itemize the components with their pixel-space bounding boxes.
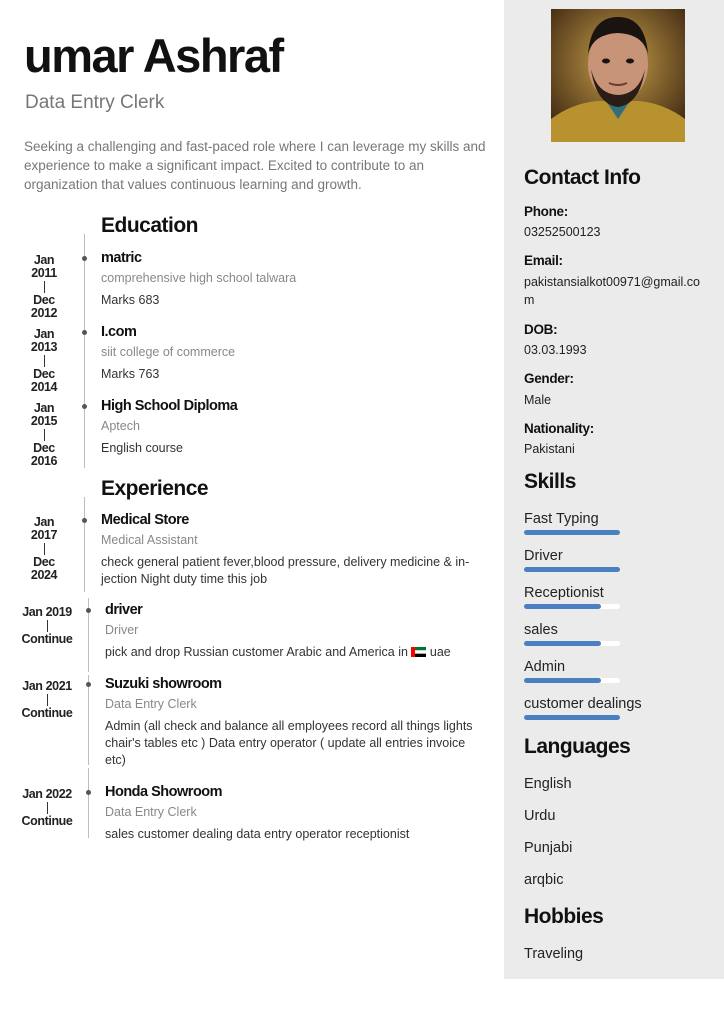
entry-title: High School Diploma xyxy=(101,398,238,414)
contact-heading: Contact Info xyxy=(524,166,641,189)
entry-detail: check general patient fever,blood pressure, delivery medicine & in-jection Night duty time this job xyxy=(101,555,470,586)
skill-item xyxy=(524,548,664,572)
email-value: pakistansialkot00971@gmail.com xyxy=(524,275,700,307)
skill-name: Receptionist xyxy=(524,585,604,601)
experience-entry xyxy=(105,676,480,769)
entry-title: Suzuki showroom xyxy=(105,676,222,692)
skill-item xyxy=(524,659,664,683)
skill-bar-fill xyxy=(524,530,620,535)
entry-title: Honda Showroom xyxy=(105,784,223,800)
experience-date-4: Jan 2022 Continue xyxy=(21,787,73,828)
education-entry xyxy=(101,250,481,309)
education-entry xyxy=(101,324,481,383)
email-label: Email: xyxy=(524,253,563,268)
language-item: arqbic xyxy=(524,872,564,888)
education-date-2: Jan 2013 Dec 2014 xyxy=(30,327,58,394)
skill-bar xyxy=(524,715,620,720)
entry-detail: Marks 683 xyxy=(101,293,160,307)
experience-date-1: Jan 2017 Dec 2024 xyxy=(30,515,58,582)
skill-item xyxy=(524,511,664,535)
timeline-dot xyxy=(82,404,87,409)
skill-bar xyxy=(524,678,620,683)
skill-bar xyxy=(524,604,620,609)
candidate-name: umar Ashraf xyxy=(24,29,283,82)
entry-subtitle: Aptech xyxy=(101,419,140,433)
hobby-item: Traveling xyxy=(524,946,584,962)
skill-name: customer dealings xyxy=(524,696,642,712)
experience-timeline-line xyxy=(88,768,89,838)
entry-subtitle: Driver xyxy=(105,623,139,637)
timeline-dot xyxy=(86,790,91,795)
skill-bar xyxy=(524,641,620,646)
entry-detail: Marks 763 xyxy=(101,367,160,381)
skill-bar xyxy=(524,567,620,572)
entry-title: matric xyxy=(101,250,142,266)
entry-detail: sales customer dealing data entry operator receptionist xyxy=(105,827,410,841)
experience-entry xyxy=(105,784,485,843)
skill-item xyxy=(524,622,664,646)
skill-bar-fill xyxy=(524,567,620,572)
uae-flag-icon xyxy=(411,645,426,655)
dob-label: DOB: xyxy=(524,322,558,337)
entry-subtitle: Data Entry Clerk xyxy=(105,697,197,711)
experience-timeline-line xyxy=(84,497,85,592)
skill-name: Admin xyxy=(524,659,566,675)
experience-date-2: Jan 2019 Continue xyxy=(21,605,73,646)
education-entry xyxy=(101,398,481,457)
skill-bar-fill xyxy=(524,604,601,609)
profile-summary: Seeking a challenging and fast-paced role where I can leverage my skills and experience to make a significant impact. Excited to contribute to an organization that values continuous learning and growth. xyxy=(24,139,486,192)
timeline-dot xyxy=(82,256,87,261)
skill-name: Driver xyxy=(524,548,563,564)
language-item: English xyxy=(524,776,572,792)
profile-photo xyxy=(551,9,685,142)
skill-bar-fill xyxy=(524,715,620,720)
timeline-dot xyxy=(86,682,91,687)
skill-bar-fill xyxy=(524,641,601,646)
entry-title: Medical Store xyxy=(101,512,189,528)
education-date-3: Jan 2015 Dec 2016 xyxy=(30,401,58,468)
skill-item xyxy=(524,696,664,720)
entry-title: driver xyxy=(105,602,143,618)
skill-name: Fast Typing xyxy=(524,511,599,527)
entry-subtitle: Data Entry Clerk xyxy=(105,805,197,819)
skill-bar-fill xyxy=(524,678,601,683)
experience-entry xyxy=(101,512,481,588)
timeline-dot xyxy=(86,608,91,613)
experience-date-3: Jan 2021 Continue xyxy=(21,679,73,720)
gender-label: Gender: xyxy=(524,371,574,386)
phone-value: 03252500123 xyxy=(524,225,601,239)
timeline-dot xyxy=(82,518,87,523)
entry-subtitle: Medical Assistant xyxy=(101,533,198,547)
gender-value: Male xyxy=(524,393,552,407)
entry-detail: English course xyxy=(101,441,183,455)
education-timeline-line xyxy=(84,234,85,468)
education-heading: Education xyxy=(101,214,199,237)
skills-heading: Skills xyxy=(524,470,576,493)
hobbies-heading: Hobbies xyxy=(524,905,604,928)
language-item: Urdu xyxy=(524,808,556,824)
entry-title: I.com xyxy=(101,324,137,340)
experience-timeline-line xyxy=(88,675,89,765)
languages-heading: Languages xyxy=(524,735,631,758)
skill-name: sales xyxy=(524,622,558,638)
timeline-dot xyxy=(82,330,87,335)
entry-subtitle: comprehensive high school talwara xyxy=(101,271,297,285)
experience-entry xyxy=(105,602,485,661)
job-title: Data Entry Clerk xyxy=(25,92,165,113)
experience-heading: Experience xyxy=(101,477,209,500)
entry-detail: pick and drop Russian customer Arabic and America in uae xyxy=(105,645,451,659)
language-item: Punjabi xyxy=(524,840,573,856)
phone-label: Phone: xyxy=(524,204,568,219)
nationality-value: Pakistani xyxy=(524,442,575,456)
education-date-1: Jan 2011 Dec 2012 xyxy=(30,253,58,320)
entry-subtitle: siit college of commerce xyxy=(101,345,236,359)
nationality-label: Nationality: xyxy=(524,421,594,436)
entry-detail: Admin (all check and balance all employees record all things lights chair's tables etc ) Data entry operator ( update all entries invoice etc) xyxy=(105,719,473,767)
skill-item xyxy=(524,585,664,609)
skill-bar xyxy=(524,530,620,535)
dob-value: 03.03.1993 xyxy=(524,343,587,357)
